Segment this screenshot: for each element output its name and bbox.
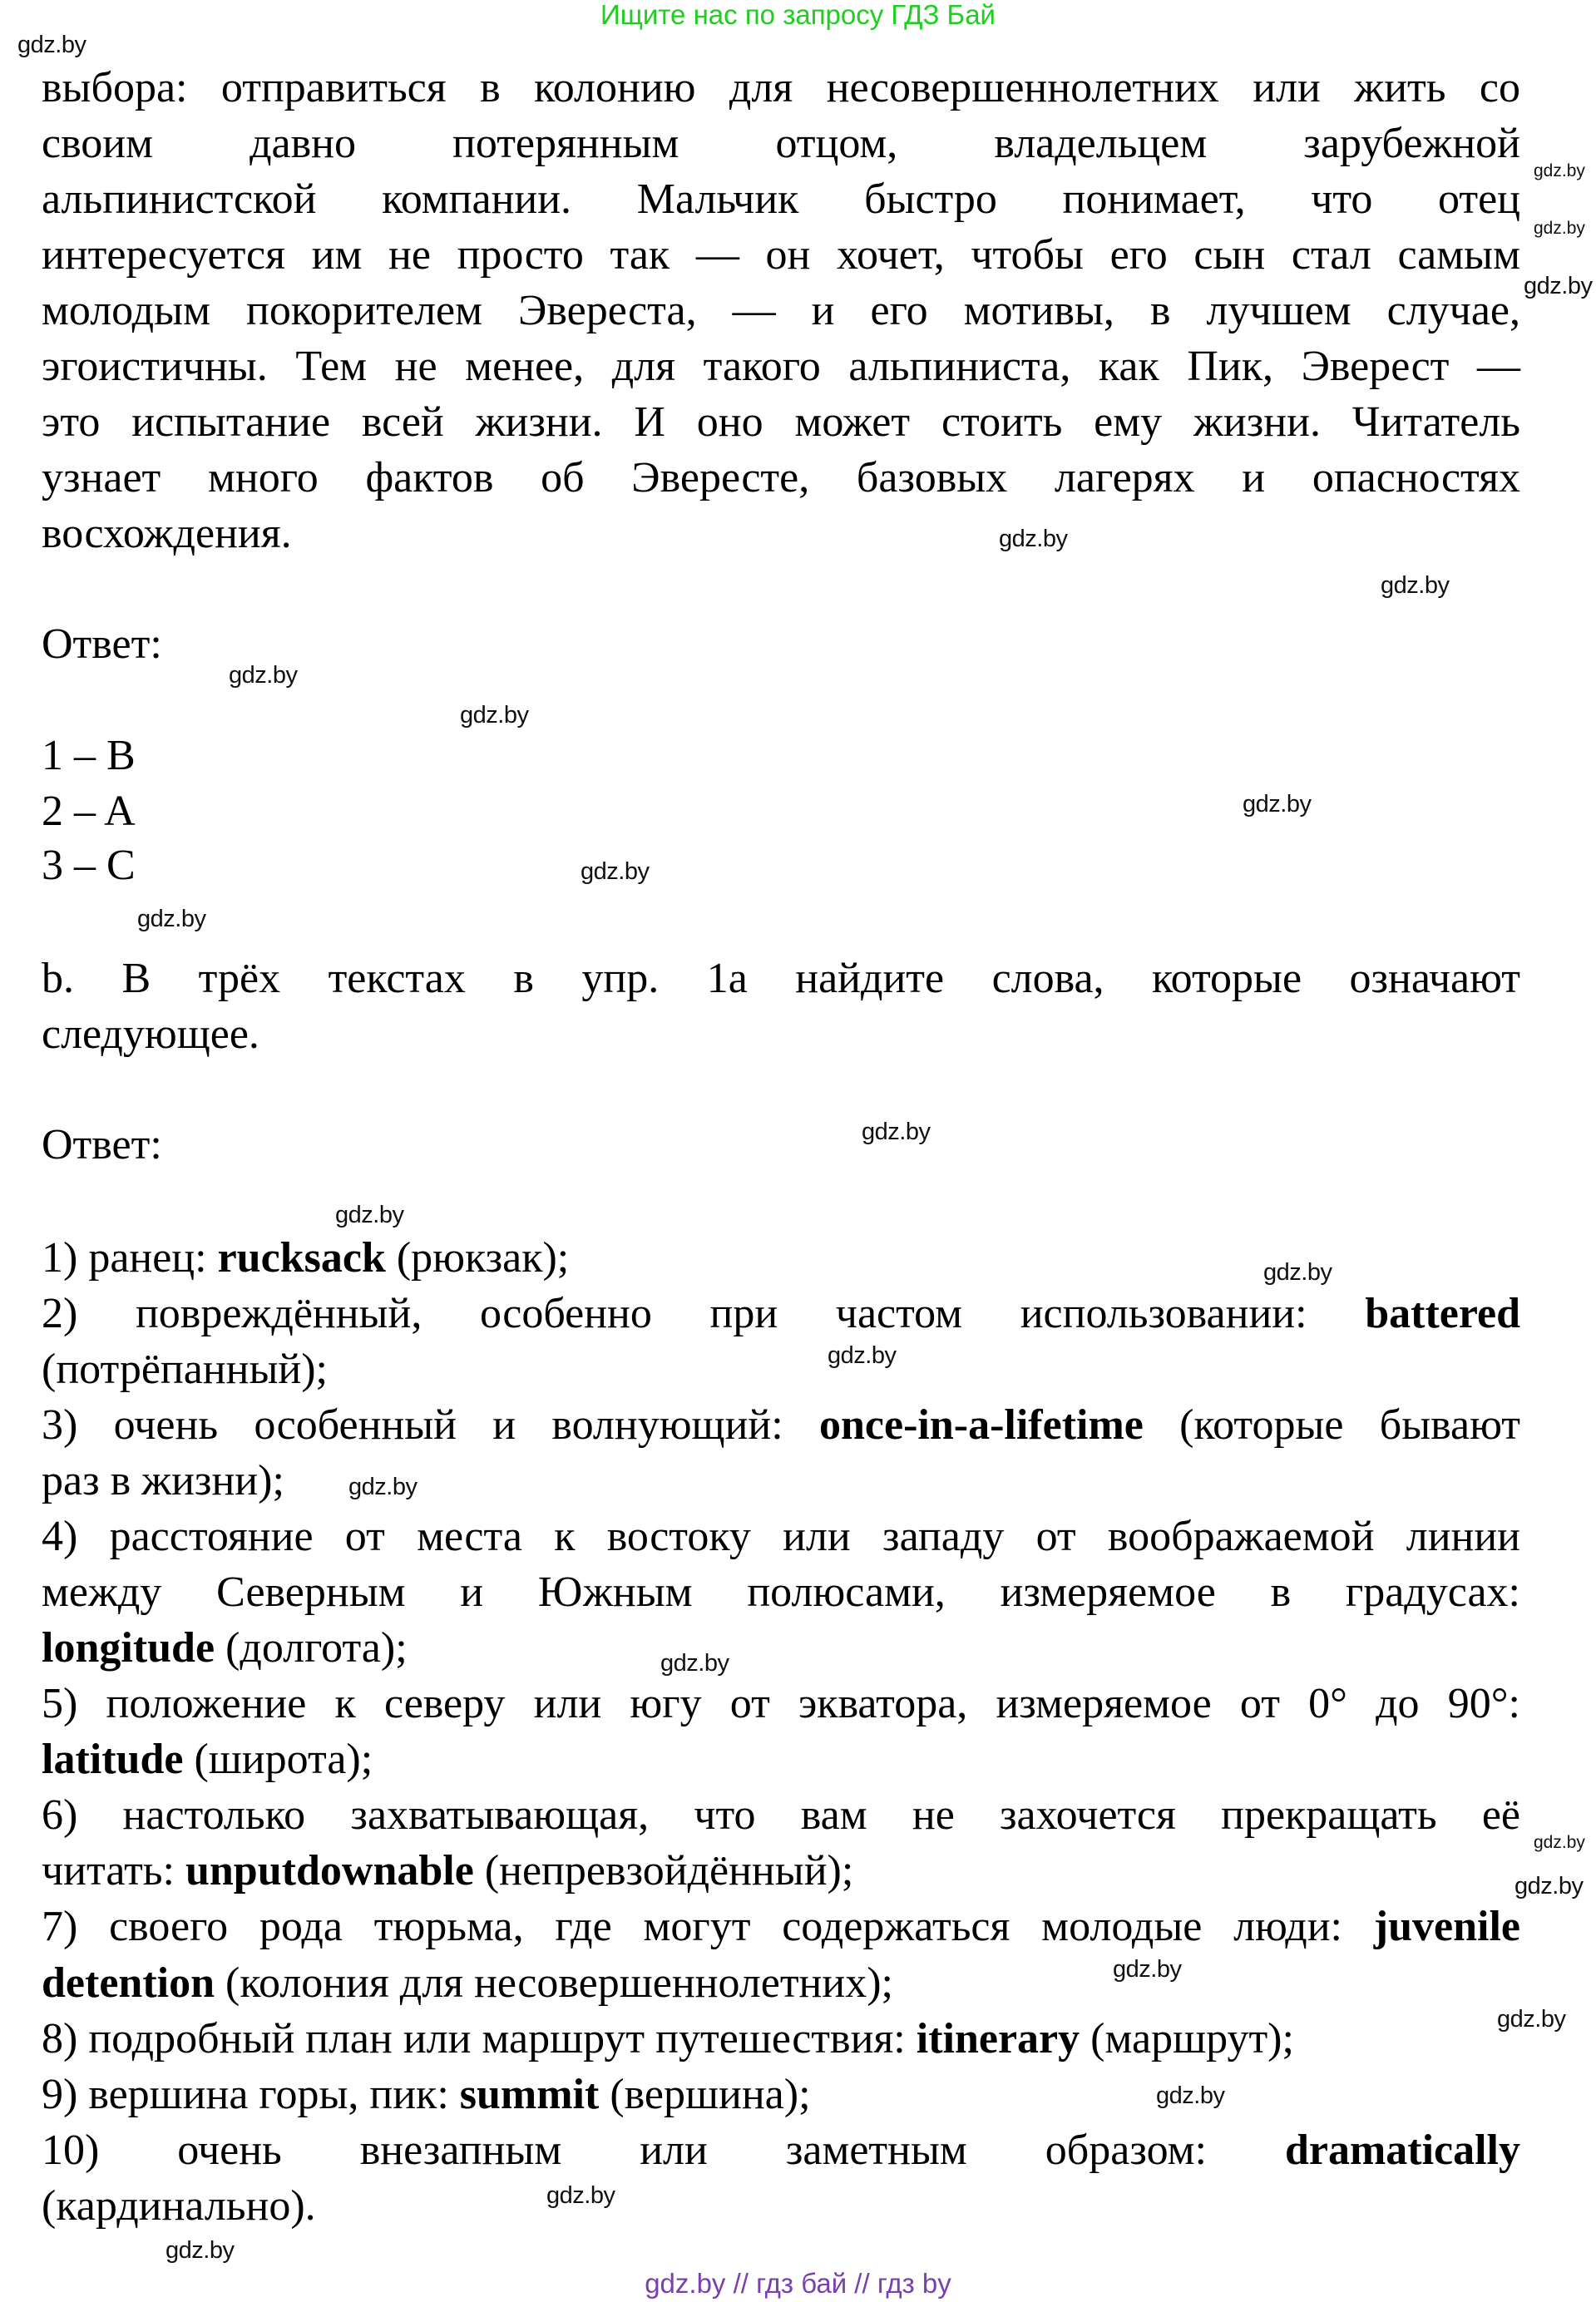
answer-word: latitude bbox=[42, 1736, 184, 1784]
text-segment: (кардинально). bbox=[42, 2181, 316, 2230]
text-segment: 2) повреждённый, особенно при частом использовании: bbox=[42, 1289, 1366, 1337]
text-segment: между Северным и Южным полюсами, измеряемое в градусах: bbox=[42, 1568, 1520, 1617]
watermark-text: gdz.by bbox=[1381, 572, 1450, 599]
answer-label bbox=[42, 1118, 1520, 1173]
text-segment: (непревзойдённый); bbox=[473, 1847, 854, 1895]
text-segment: 10) очень внезапным или заметным образом: bbox=[42, 2126, 1285, 2174]
text-line bbox=[42, 1788, 1520, 1843]
watermark-text: gdz.by bbox=[862, 1119, 931, 1145]
watermark-text: gdz.by bbox=[1534, 161, 1585, 180]
text-line bbox=[42, 1454, 1520, 1509]
answer-word: unputdownable bbox=[185, 1847, 474, 1895]
text-segment: 9) вершина горы, пик: bbox=[42, 2070, 460, 2118]
text-segment: 7) своего рода тюрьма, где могут содержаться молодые люди: bbox=[42, 1903, 1374, 1951]
text-line bbox=[42, 61, 1520, 116]
text-segment: выбора: отправиться в колонию для несовершеннолетних или жить со bbox=[42, 63, 1520, 111]
text-segment: (долгота); bbox=[215, 1624, 408, 1672]
text-segment: 8) подробный план или маршрут путешествия: bbox=[42, 2014, 917, 2062]
watermark-text: gdz.by bbox=[581, 858, 650, 885]
watermark-text: gdz.by bbox=[1263, 1259, 1332, 1286]
text-line bbox=[42, 2012, 1520, 2067]
watermark-text: gdz.by bbox=[17, 32, 86, 58]
watermark-text: gdz.by bbox=[1113, 1956, 1182, 1983]
answer-word: detention bbox=[42, 1959, 215, 2007]
text-segment: (потрёпанный); bbox=[42, 1345, 328, 1393]
text-segment: восхождения. bbox=[42, 510, 292, 558]
text-segment: 5) положение к северу или югу от экватора, измеряемое от 0° до 90°: bbox=[42, 1680, 1520, 1728]
text-line bbox=[42, 1565, 1520, 1620]
text-line bbox=[42, 228, 1520, 283]
text-line bbox=[42, 1509, 1520, 1564]
text-segment: это испытание всей жизни. И оно может стоить ему жизни. Читатель bbox=[42, 398, 1520, 447]
search-hint-banner: Ищите нас по запросу ГДЗ Бай bbox=[600, 0, 996, 30]
watermark-text: gdz.by bbox=[1156, 2082, 1225, 2109]
text-segment: 6) настолько захватывающая, что вам не захочется прекращать её bbox=[42, 1791, 1520, 1840]
text-segment: своим давно потерянным отцом, владельцем зарубежной bbox=[42, 119, 1520, 167]
text-line bbox=[42, 339, 1520, 394]
text-segment: раз в жизни); bbox=[42, 1456, 284, 1504]
answer-word: battered bbox=[1365, 1289, 1520, 1337]
text-segment: Ответ: bbox=[42, 1120, 162, 1168]
answer-word: summit bbox=[459, 2070, 600, 2118]
text-line bbox=[42, 172, 1520, 227]
text-line bbox=[42, 951, 1520, 1006]
text-line bbox=[42, 506, 1520, 561]
text-line bbox=[42, 1342, 1520, 1397]
text-segment: узнает много фактов об Эвересте, базовых лагерях и опасностях bbox=[42, 454, 1520, 502]
answer-word: rucksack bbox=[217, 1233, 386, 1282]
answer-word: dramatically bbox=[1284, 2126, 1520, 2174]
answer-word: juvenile bbox=[1373, 1903, 1520, 1951]
watermark-text: gdz.by bbox=[660, 1650, 729, 1677]
text-line bbox=[42, 451, 1520, 506]
watermark-text: gdz.by bbox=[1524, 273, 1593, 299]
watermark-text: gdz.by bbox=[137, 906, 206, 932]
watermark-text: gdz.by bbox=[229, 662, 298, 689]
text-line bbox=[42, 1398, 1520, 1453]
watermark-text: gdz.by bbox=[1534, 219, 1585, 238]
text-line bbox=[42, 395, 1520, 450]
answer-word: once-in-a-lifetime bbox=[819, 1400, 1144, 1449]
text-segment: (широта); bbox=[183, 1736, 373, 1784]
text-line bbox=[42, 116, 1520, 171]
text-segment: эгоистичны. Тем не менее, для такого альпиниста, как Пик, Эверест — bbox=[42, 343, 1520, 391]
watermark-text: gdz.by bbox=[999, 526, 1068, 552]
text-line bbox=[42, 2067, 1520, 2122]
watermark-text: gdz.by bbox=[1514, 1873, 1584, 1899]
text-segment: читать: bbox=[42, 1847, 185, 1895]
text-line bbox=[42, 1287, 1520, 1341]
text-line bbox=[42, 1621, 1520, 1676]
text-segment: альпинистской компании. Мальчик быстро понимает, что отец bbox=[42, 175, 1520, 224]
answer-word: itinerary bbox=[916, 2014, 1080, 2062]
text-segment: Ответ: bbox=[42, 620, 162, 668]
answer-word: longitude bbox=[42, 1624, 215, 1672]
text-segment: 1 – B bbox=[42, 731, 136, 779]
text-segment: следующее. bbox=[42, 1010, 259, 1059]
text-line bbox=[42, 1899, 1520, 1954]
text-segment: (вершина); bbox=[599, 2070, 811, 2118]
text-segment: (которые бывают bbox=[1143, 1400, 1520, 1449]
text-line bbox=[42, 2123, 1520, 2178]
watermark-text: gdz.by bbox=[348, 1474, 418, 1500]
watermark-text: gdz.by bbox=[335, 1202, 404, 1228]
text-segment: 3 – C bbox=[42, 842, 136, 890]
footer-links[interactable]: gdz.by // гдз бай // гдз by bbox=[645, 2268, 951, 2299]
text-line bbox=[42, 1677, 1520, 1731]
watermark-text: gdz.by bbox=[1243, 791, 1312, 818]
text-segment: 1) ранец: bbox=[42, 1233, 218, 1282]
watermark-text: gdz.by bbox=[1497, 2006, 1566, 2033]
text-line bbox=[42, 284, 1520, 338]
text-line bbox=[42, 1844, 1520, 1899]
text-segment: 3) очень особенный и волнующий: bbox=[42, 1400, 819, 1449]
watermark-text: gdz.by bbox=[546, 2182, 615, 2209]
text-segment: интересуется им не просто так — он хочет, чтобы его сын стал самым bbox=[42, 231, 1520, 279]
text-segment: (колония для несовершеннолетних); bbox=[215, 1959, 893, 2007]
watermark-text: gdz.by bbox=[166, 2237, 235, 2264]
text-segment: b. В трёх текстах в упр. 1a найдите слова, которые означают bbox=[42, 955, 1520, 1003]
text-segment: (рюкзак); bbox=[385, 1233, 570, 1282]
text-line bbox=[42, 1956, 1520, 2011]
watermark-text: gdz.by bbox=[460, 702, 529, 729]
text-segment: (маршрут); bbox=[1080, 2014, 1294, 2062]
text-segment: 4) расстояние от места к востоку или западу от воображаемой линии bbox=[42, 1512, 1520, 1560]
text-segment: молодым покорителем Эвереста, — и его мотивы, в лучшем случае, bbox=[42, 287, 1520, 335]
watermark-text: gdz.by bbox=[828, 1342, 897, 1369]
watermark-text: gdz.by bbox=[1534, 1833, 1585, 1852]
text-line bbox=[42, 729, 1520, 783]
text-line bbox=[42, 2179, 1520, 2234]
text-line bbox=[42, 838, 1520, 893]
text-segment: 2 – A bbox=[42, 788, 136, 836]
text-line bbox=[42, 1007, 1520, 1062]
text-line bbox=[42, 1732, 1520, 1787]
